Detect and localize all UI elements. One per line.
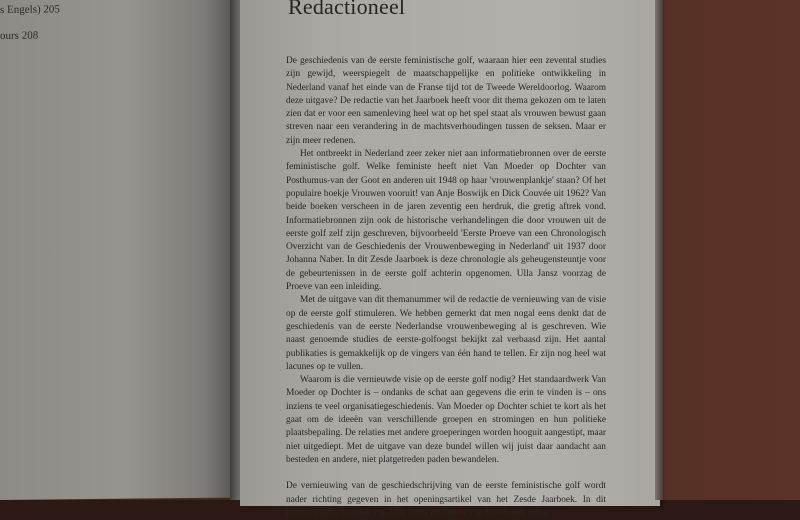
paragraph-4: Waarom is die vernieuwde visie op de eerste golf nodig? Het standaardwerk Van Moeder op Dochter is – ondanks de schat aan gegevens die erin te vinden is – ons inziens te veel organisatiegeschiedenis. Van Moeder op Dochter schiet te kort als het gaat om de ideeën van verschillende groepen en stromingen en hun politieke plaatsbepaling. De relaties met andere groeperingen worden hooguit aangestipt, maar niet uitgediept. Met de uitgave van deze bundel willen wij juist daar aandacht aan besteden en andere, niet platgetreden paden bewandelen.: [286, 375, 606, 465]
page-title: Redactioneel: [288, 0, 406, 19]
paragraph-1: De geschiedenis van de eerste feministische golf, waaraan hier een zevental studies zijn gewijd, weerspiegelt de maatschappelijke en politieke ontwikkeling in Nederland vanaf het einde van de Franse tijd tot de Tweede Wereldoorlog. Waarom deze uitgave? De redactie van het Jaarboek heeft voor dit thema gekozen om te laten zien dat er voor een samenleving heel wat op het spel staat als vrouwen bewust gaan streven naar een verandering in de machtsverhoudingen tussen de seksen. Maar er zijn meer redenen.: [286, 56, 606, 146]
left-page-line-2: ours 208: [0, 29, 39, 42]
right-page: [240, 0, 660, 518]
page-edge: [655, 0, 663, 500]
paragraph-2: Het ontbreekt in Nederland zeer zeker niet aan informatiebronnen over de eerste feministische golf. Welke feministe heeft niet Van Moeder op Dochter van Posthumus-van der Goot en anderen uit 1948 op haar 'vrouwenplankje' staan? Of het populaire boekje Vrouwen vooruit! van Anje Boswijk en Dick Couvée uit 1962? Van beide boeken verscheen in de jaren zeventig een herdruk, die gretig aftrek vond. Informatiebronnen zijn ook de historische verhandelingen die door vrouwen uit de eerste golf zelf zijn geschreven, bijvoorbeeld 'Eerste Proeve van een Chronologisch Overzicht van de Geschiedenis der Vrouwenbeweging in Nederland' uit 1937 door Johanna Naber. In dit Zesde Jaarboek is deze chronologie als geheugensteuntje voor de gebeurtenissen in de eerste golf achterin opgenomen. Ulla Jansz voorzag de Proeve van een inleiding.: [286, 149, 606, 293]
page-body: [286, 55, 606, 520]
left-page: [0, 0, 232, 500]
paragraph-5: De vernieuwing van de geschiedschrijving van de eerste feministische golf wordt nader richting gegeven in het openingsartikel van het Zesde Jaarboek. In dit historiografisch artikel van Ulla Jansz en Tineke van Loosbroek intro-: [286, 481, 606, 518]
left-page-line-1: s Engels) 205: [0, 3, 60, 17]
paragraph-3: Met de uitgave van dit themanummer wil de redactie de vernieuwing van de visie op de eerste golf stimuleren. We hebben gemerkt dat men nogal eens denkt dat de geschiedenis van de eerste Nederlandse vrouwenbeweging al is geschreven. Wie naast genoemde studies de eerste-golfoogst bekijkt zal verbaasd zijn. Het aantal publikaties is gemakkelijk op de vingers van één hand te tellen. Er zijn nog heel wat lacunes op te vullen.: [286, 295, 606, 372]
